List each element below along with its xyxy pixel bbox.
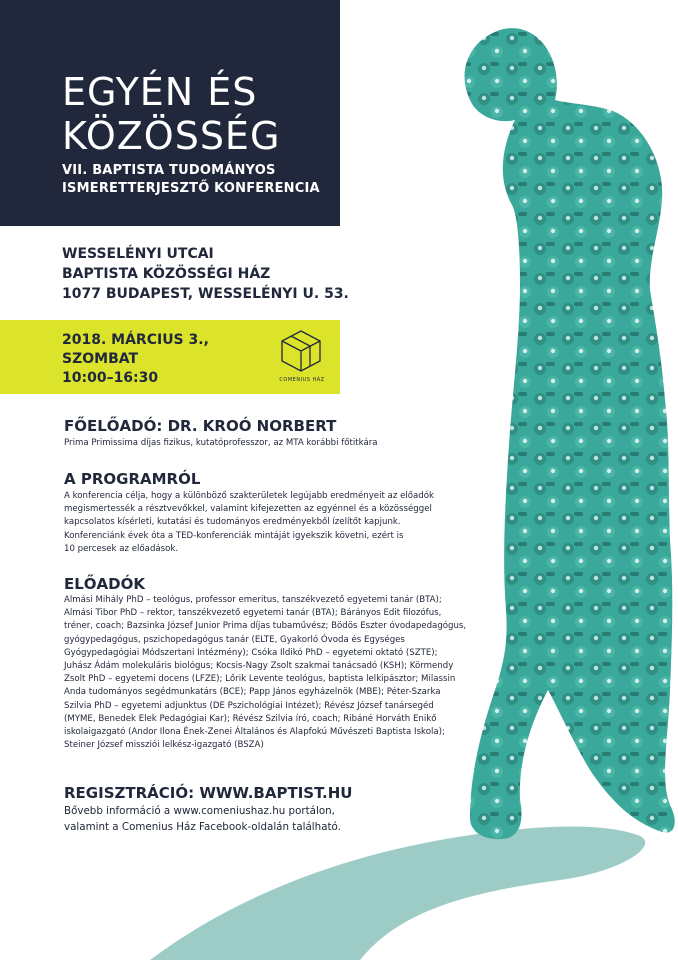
program-line: kapcsolatos kísérleti, kutatási és tudományos eredményekből ízelítőt kapjunk. xyxy=(64,517,401,528)
speakers-line: Steiner József missziói lelkész-igazgató (BSZA) xyxy=(64,740,264,751)
date-line-3: 10:00–16:30 xyxy=(62,370,159,386)
program-line: megismertessék a résztvevőkkel, valamint kifejezetten az egyénnel és a közösséggel xyxy=(64,504,432,515)
subtitle-line-2: ISMERETTERJESZTŐ KONFERENCIA xyxy=(62,181,320,196)
speakers-line: Zsolt PhD – egyetemi docens (LFZE); Lőrik Levente teológus, baptista lelkipásztor; Milassin xyxy=(64,674,456,685)
venue-line-3: 1077 BUDAPEST, WESSELÉNYI U. 53. xyxy=(62,286,349,302)
program-text xyxy=(64,490,434,556)
subtitle-line-1: VII. BAPTISTA TUDOMÁNYOS xyxy=(62,163,276,178)
title-block xyxy=(0,0,340,226)
registration-info xyxy=(64,803,341,835)
keynote-description: Prima Primissima díjas fizikus, kutatóprofesszor, az MTA korábbi főtitkára xyxy=(64,438,378,448)
keynote-heading: FŐELŐADÓ: DR. KROÓ NORBERT xyxy=(64,417,337,435)
title-line-2: KÖZÖSSÉG xyxy=(62,114,281,158)
registration-line-2: valamint a Comenius Ház Facebook-oldalán található. xyxy=(64,821,341,833)
logo-text: COMENIUS HÁZ xyxy=(279,377,325,383)
speakers-line: gyógypedagógus, pszichopedagógus tanár (ELTE, Gyakorló Óvoda és Egységes xyxy=(64,634,405,645)
title-line-1: EGYÉN ÉS xyxy=(62,70,258,114)
date-line-1: 2018. MÁRCIUS 3., xyxy=(62,332,209,348)
program-heading: A PROGRAMRÓL xyxy=(64,470,201,488)
speakers-heading: ELŐADÓK xyxy=(64,575,145,593)
program-line: 10 percesek az előadások. xyxy=(64,543,179,554)
registration-heading[interactable]: REGISZTRÁCIÓ: WWW.BAPTIST.HU xyxy=(64,784,353,802)
speakers-line: Gyógypedagógiai Módszertani Intézmény); Csóka Ildikó PhD – egyetemi oktató (SZTE); xyxy=(64,647,438,658)
speakers-line: tréner, coach; Bazsinka József Junior Prima díjas tubaművész; Bödös Eszter óvodapedagógus, xyxy=(64,621,467,632)
venue-line-2: BAPTISTA KÖZÖSSÉGI HÁZ xyxy=(62,266,271,282)
speakers-line: Almási Tibor PhD – rektor, tanszékvezető egyetemi tanár (BTA); Bárányos Edit filozófus, xyxy=(64,608,442,619)
program-line: A konferencia célja, hogy a különböző szakterületek legújabb eredményeit az előadók xyxy=(64,491,434,501)
venue-address xyxy=(62,244,349,304)
registration-line-1: Bővebb információ a www.comeniushaz.hu portálon, xyxy=(64,805,335,817)
speakers-line: Szilvia PhD – egyetemi adjunktus (DE Pszichológiai Intézet); Révész József tanársegéd xyxy=(64,700,434,711)
speakers-text xyxy=(64,594,466,752)
program-line: Konferenciánk évek óta a TED-konferenciák mintáját igyekszik követni, ezért is xyxy=(64,530,404,541)
speakers-line: Almási Mihály PhD – teológus, professor emeritus, tanszékvezető egyetemi tanár (BTA); xyxy=(64,595,442,605)
cube-icon xyxy=(278,328,324,374)
venue-line-1: WESSELÉNYI UTCAI xyxy=(62,246,214,262)
speakers-line: (MYME, Benedek Elek Pedagógiai Kar); Révész Szilvia író, coach; Ribáné Horváth Enikő xyxy=(64,713,437,724)
speakers-line: Juhász Ádám molekuláris biológus; Kocsis-Nagy Zsolt szakmai tanácsadó (KSH); Körmendy xyxy=(64,661,454,672)
date-line-2: SZOMBAT xyxy=(62,351,139,367)
speakers-line: iskolaigazgató (Andor Ilona Ének-Zenei Általános és Alapfokú Művészeti Baptista Iskola); xyxy=(64,727,445,738)
speakers-line: Anda tudományos segédmunkatárs (BCE); Papp János egyházelnök (MBE); Péter-Szarka xyxy=(64,687,441,698)
